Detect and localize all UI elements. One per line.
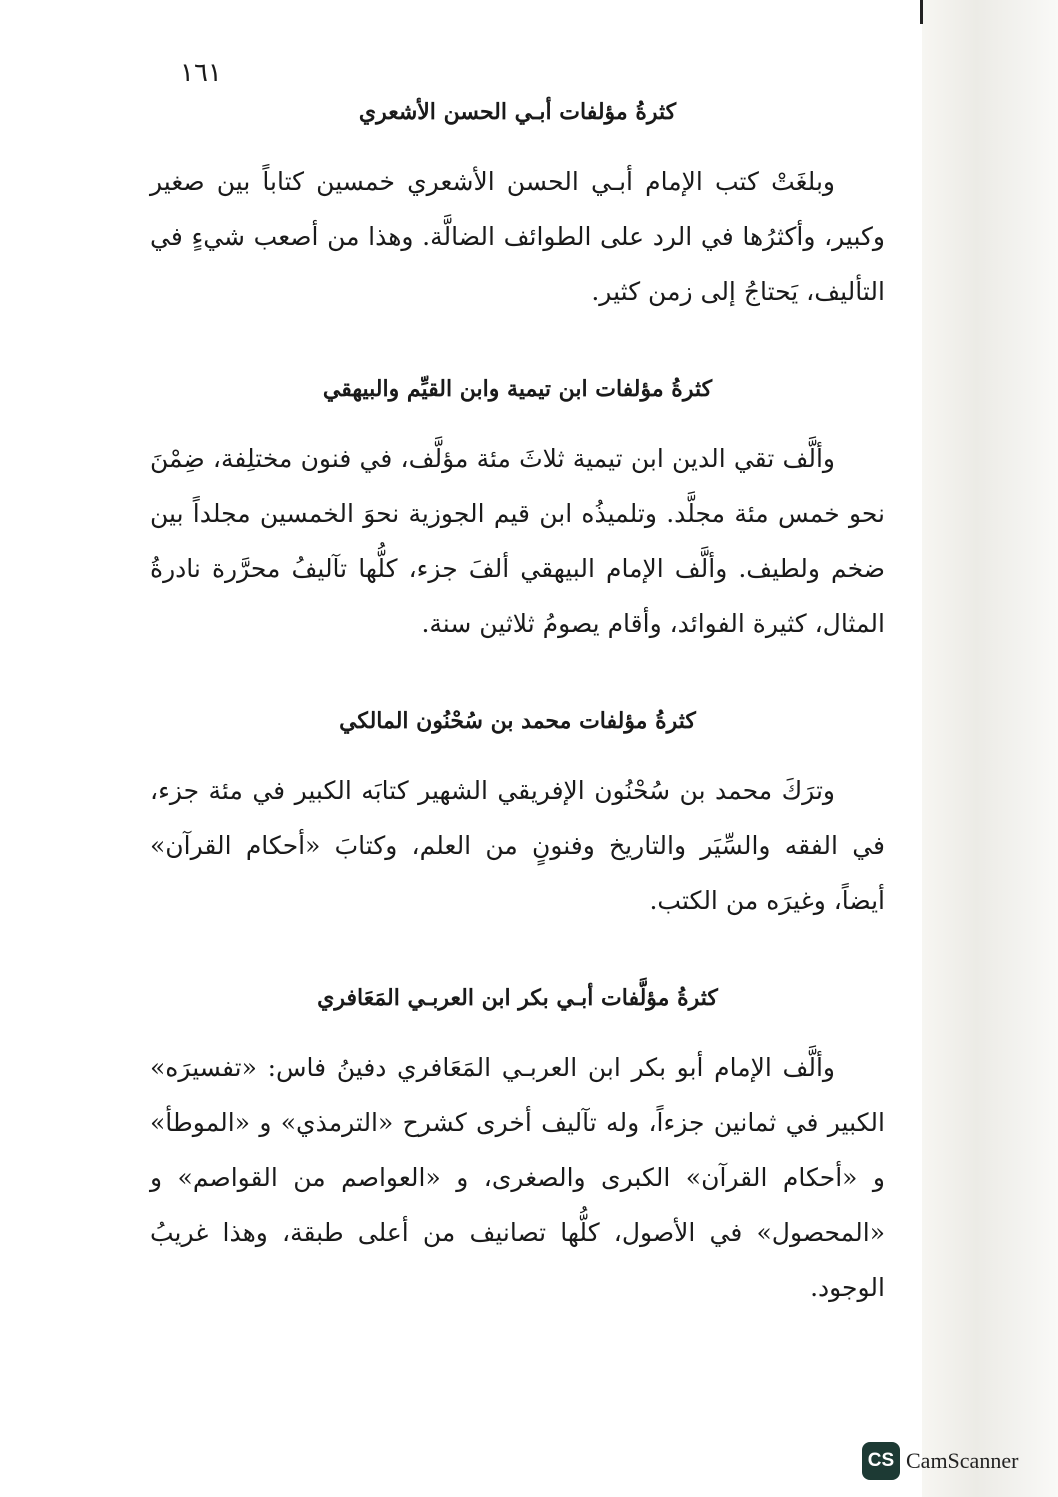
section-paragraph: وألَّف الإمام أبو بكر ابن العربـي المَعَافري دفينُ فاس: «تفسيرَه» الكبير في ثمانين جزءاً، وله تآليف أخرى كشرح «الترمذي» و «الموطأ» و «أحكام القرآن» الكبرى والصغرى، و «العواصم من القواصم» و «المحصول» في الأصول، كلُّها تصانيف من أعلى طبقة، وهذا غريبُ الوجود. [150, 1053, 885, 1302]
section-paragraph: وألَّف تقي الدين ابن تيمية ثلاثَ مئة مؤلَّف، في فنون مختلِفة، ضِمْنَ نحو خمس مئة مجلَّد. وتلميذُه ابن قيم الجوزية نحوَ الخمسين مجلداً بين ضخم ولطيف. وألَّف الإمام البيهقي ألفَ جزء، كلُّها تآليفُ محرَّرة نادرةُ المثال، كثيرة الفوائد، وأقام يصومُ ثلاثين سنة. [150, 444, 885, 638]
section-ibn-al-arabi [150, 978, 885, 1315]
section-heading: كثرةُ مؤلَّفات أبـي بكر ابن العربـي المَعَافري [317, 985, 718, 1011]
page-edge-mark [920, 0, 923, 24]
page-edge-shadow [922, 0, 1058, 1497]
page-content [150, 92, 885, 1315]
camscanner-watermark: CamScanner [906, 1448, 1019, 1473]
section-heading: كثرةُ مؤلفات محمد بن سُحْنُون المالكي [339, 708, 696, 734]
section-ashari [150, 92, 885, 319]
section-paragraph: وترَكَ محمد بن سُحْنُون الإفريقي الشهير كتابَه الكبير في مئة جزء، في الفقه والسِّيَر والتاريخ وفنونٍ من العلم، وكتابَ «أحكام القرآن» أيضاً، وغيرَه من الكتب. [150, 776, 885, 915]
section-ibn-taymiyya [150, 369, 885, 651]
section-ibn-sahnun [150, 701, 885, 928]
section-paragraph: وبلغَتْ كتب الإمام أبـي الحسن الأشعري خمسين كتاباً بين صغير وكبير، وأكثرُها في الرد على الطوائف الضالَّة. وهذا من أصعب شيءٍ في التأليف، يَحتاجُ إلى زمن كثير. [150, 167, 885, 306]
section-heading: كثرةُ مؤلفات أبـي الحسن الأشعري [358, 99, 677, 125]
camscanner-logo-icon: CS [862, 1442, 900, 1480]
section-heading: كثرةُ مؤلفات ابن تيمية وابن القيِّم والبيهقي [322, 376, 713, 402]
page-number: ١٦١ [180, 58, 222, 88]
